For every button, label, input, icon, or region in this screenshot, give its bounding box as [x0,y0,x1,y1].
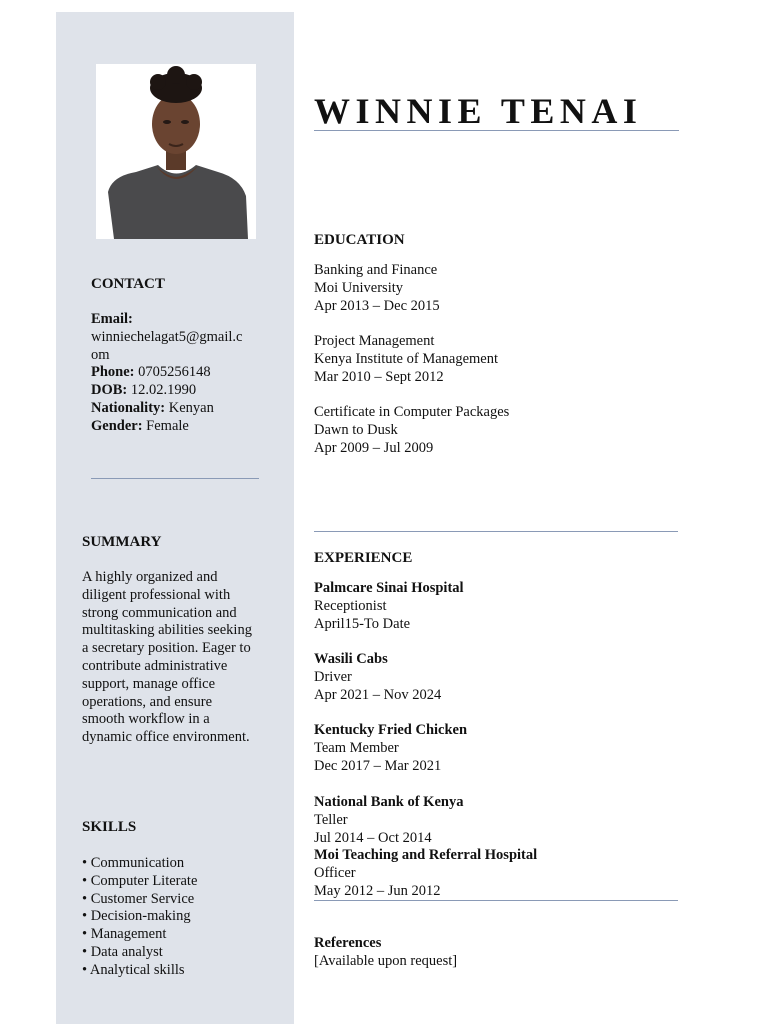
skill-item: • Management [82,926,167,943]
experience-dates: Apr 2021 – Nov 2024 [314,686,442,703]
header-divider [314,130,679,131]
email-label: Email: [91,311,133,327]
education-school: Moi University [314,279,404,296]
experience-role: Receptionist [314,597,387,614]
dob-row [91,382,242,400]
experience-role: Team Member [314,739,399,756]
dob-label: DOB: [91,382,128,399]
experience-dates: Dec 2017 – Mar 2021 [314,757,442,774]
references-section [314,935,457,971]
email-line-2: om [91,346,110,363]
dob-value: 12.02.1990 [127,382,197,399]
profile-photo [96,64,256,239]
education-course: Certificate in Computer Packages [314,404,510,420]
references-text: [Available upon request] [314,952,458,969]
contact-divider [91,478,259,479]
skill-item: • Decision-making [82,908,191,925]
experience-entry [314,651,441,704]
gender-label: Gender: [91,417,143,434]
experience-company: Wasili Cabs [314,651,388,667]
summary-title: SUMMARY [82,534,162,550]
phone-label: Phone: [91,364,135,381]
experience-entry [314,580,464,633]
nationality-value: Kenyan [165,399,214,416]
skill-item: • Communication [82,855,185,871]
phone-row [91,364,242,382]
education-title: EDUCATION [314,232,405,248]
experience-dates: May 2012 – Jun 2012 [314,882,441,899]
contact-title: CONTACT [91,276,165,292]
education-entry [314,404,509,457]
experience-entry [314,722,467,775]
skills-title: SKILLS [82,819,137,835]
email-line-1: winniechelagat5@gmail.c [91,328,243,345]
nationality-row [91,400,242,418]
education-dates: Apr 2009 – Jul 2009 [314,439,434,456]
skill-item: • Customer Service [82,890,195,907]
experience-title: EXPERIENCE [314,550,413,566]
person-portrait-icon [96,64,256,239]
skill-item: • Analytical skills [82,961,185,978]
contact-details [91,311,242,436]
education-entry [314,262,440,315]
candidate-name: WINNIE TENAI [314,91,643,131]
skill-item: • Computer Literate [82,872,198,889]
gender-value: Female [142,417,189,434]
education-course: Project Management [314,333,435,349]
education-school: Kenya Institute of Management [314,350,499,367]
experience-role: Teller [314,811,348,828]
education-dates: Apr 2013 – Dec 2015 [314,297,440,314]
experience-entry [314,794,537,901]
experience-dates: April15-To Date [314,615,411,632]
summary-text: A highly organized and diligent professional with strong communication and multitasking abilities seeking a secretary position. Eager to contribute administrative support, manage office operations, and ensure smooth workflow in a dynamic office environment. [82,569,252,746]
experience-dates: Jul 2014 – Oct 2014 [314,829,432,846]
education-course: Banking and Finance [314,262,438,278]
education-divider [314,531,678,532]
skills-list [82,855,197,980]
experience-divider [314,900,678,901]
experience-role: Officer [314,865,356,882]
experience-company: Moi Teaching and Referral Hospital [314,847,538,864]
experience-company: National Bank of Kenya [314,794,464,810]
phone-value: 0705256148 [134,364,211,381]
experience-company: Kentucky Fried Chicken [314,722,468,738]
experience-company: Palmcare Sinai Hospital [314,580,464,596]
references-title: References [314,935,382,951]
nationality-label: Nationality: [91,399,166,416]
education-entry [314,333,498,386]
skill-item: • Data analyst [82,943,163,960]
experience-role: Driver [314,668,352,685]
education-dates: Mar 2010 – Sept 2012 [314,368,444,385]
education-school: Dawn to Dusk [314,421,398,438]
gender-row [91,418,242,436]
